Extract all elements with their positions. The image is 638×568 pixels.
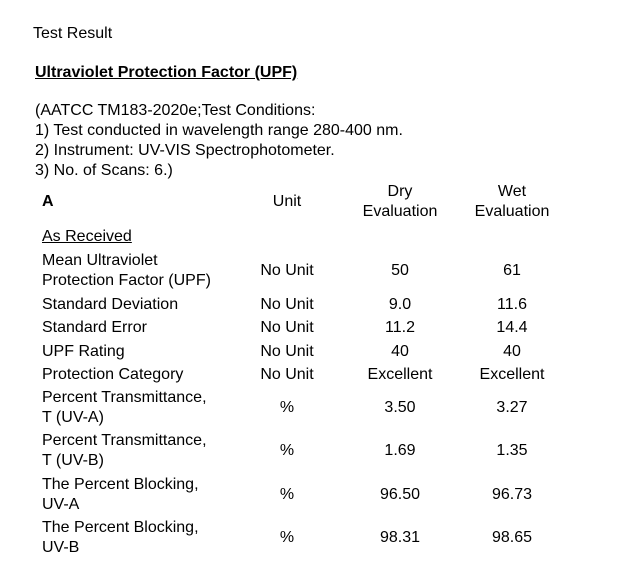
condition-line: (AATCC TM183-2020e;Test Conditions: [35, 102, 316, 119]
sample-column-header: A [42, 193, 54, 210]
row-dry-value: 9.0 [388, 296, 412, 313]
row-unit: No Unit [260, 262, 314, 279]
row-unit: No Unit [260, 296, 314, 313]
row-unit: No Unit [260, 366, 314, 383]
group-label: As Received [42, 228, 132, 245]
row-wet-value: 3.27 [496, 399, 528, 416]
row-wet-value: 14.4 [496, 319, 528, 336]
row-wet-value: 1.35 [496, 442, 528, 459]
row-label: Standard Error [42, 319, 147, 336]
row-unit: No Unit [260, 319, 314, 336]
row-dry-value: 40 [391, 343, 409, 360]
row-wet-value: 96.73 [491, 486, 533, 503]
row-label-line2: UV-B [42, 539, 80, 556]
row-dry-value: 96.50 [379, 486, 421, 503]
row-wet-value: 98.65 [491, 529, 533, 546]
row-dry-value: 98.31 [379, 529, 421, 546]
wet-column-header-line1: Wet [497, 183, 527, 200]
row-wet-value: 61 [503, 262, 521, 279]
report-title: Ultraviolet Protection Factor (UPF) [35, 64, 298, 81]
row-dry-value: 1.69 [384, 442, 416, 459]
row-unit: % [279, 529, 295, 546]
row-dry-value: 11.2 [385, 319, 415, 336]
condition-line: 1) Test conducted in wavelength range 280-400 nm. [35, 122, 403, 139]
row-unit: % [279, 442, 295, 459]
wet-column-header-line2: Evaluation [474, 203, 550, 220]
row-label-line1: Percent Transmittance, [42, 432, 207, 449]
row-label-line2: T (UV-A) [42, 409, 104, 426]
row-label-line1: The Percent Blocking, [42, 519, 199, 536]
condition-line: 2) Instrument: UV-VIS Spectrophotometer. [35, 142, 335, 159]
row-label-line2: UV-A [42, 496, 80, 513]
dry-column-header-line1: Dry [387, 183, 413, 200]
row-unit: % [279, 486, 295, 503]
section-label: Test Result [33, 25, 113, 42]
row-wet-value: Excellent [479, 366, 545, 383]
row-label: Standard Deviation [42, 296, 179, 313]
row-label-line1: The Percent Blocking, [42, 476, 199, 493]
row-dry-value: 3.50 [384, 399, 416, 416]
row-unit: No Unit [260, 343, 314, 360]
row-unit: % [279, 399, 295, 416]
row-label-line1: Mean Ultraviolet [42, 252, 158, 269]
condition-line: 3) No. of Scans: 6.) [35, 162, 173, 179]
row-wet-value: 40 [503, 343, 521, 360]
row-dry-value: Excellent [367, 366, 433, 383]
unit-column-header: Unit [272, 193, 302, 210]
row-dry-value: 50 [391, 262, 409, 279]
row-label-line1: Percent Transmittance, [42, 389, 207, 406]
row-wet-value: 11.6 [497, 296, 527, 313]
row-label: UPF Rating [42, 343, 125, 360]
row-label-line2: T (UV-B) [42, 452, 104, 469]
row-label-line2: Protection Factor (UPF) [42, 272, 211, 289]
dry-column-header-line2: Evaluation [362, 203, 438, 220]
row-label: Protection Category [42, 366, 184, 383]
